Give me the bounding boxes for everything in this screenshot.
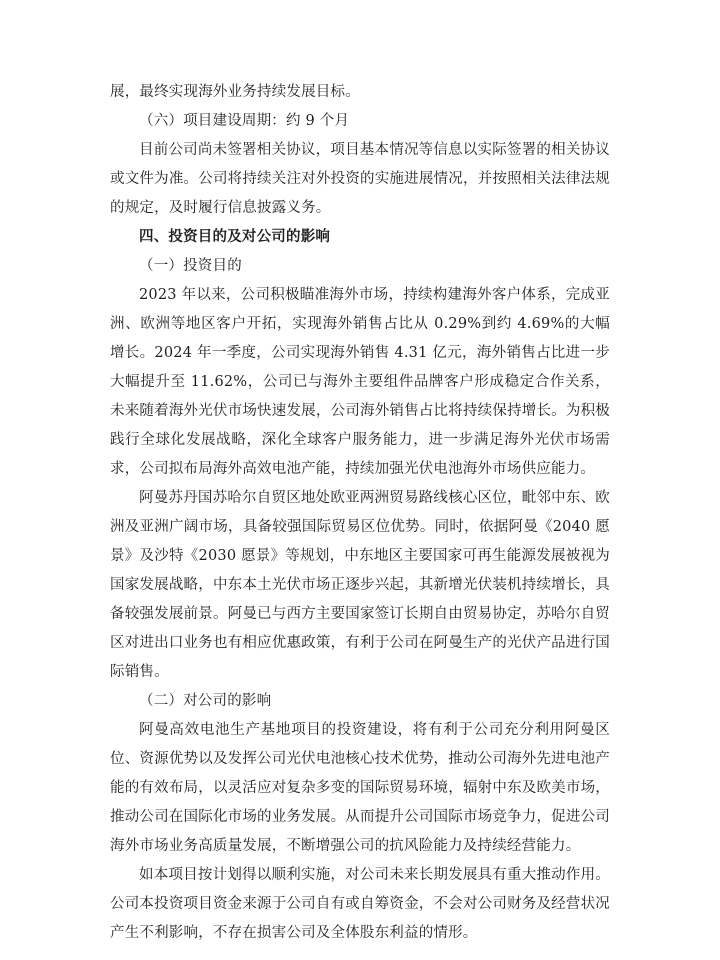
paragraph-continuation: 展，最终实现海外业务持续发展目标。 xyxy=(110,84,360,100)
paragraph-purpose-overseas-sales: 2023 年以来，公司积极瞄准海外市场，持续构建海外客户体系，完成亚洲、欧洲等地区客户开拓，实现海外销售占比从 0.29%到约 4.69%的大幅增长。2024 年一季度，公司实现海外销售 4.31 亿元，海外销售占比进一步大幅提升至 11.62%，公司已与海外主要组件品牌客户形成稳定合作关系，未来随着海外光伏市场快速发展，公司海外销售占比将持续保持增长。为积极践行全球化发展战略，深化全球客户服务能力，进一步满足海外光伏市场需求，公司拟布局海外高效电池产能，持续加强光伏电池海外市场供应能力。 xyxy=(110,287,610,477)
paragraph-purpose-oman-location: 阿曼苏丹国苏哈尔自贸区地处欧亚两洲贸易路线核心区位，毗邻中东、欧洲及亚洲广阔市场，具备较强国际贸易区位优势。同时，依据阿曼《2040 愿景》及沙特《2030 愿景》等规划，中东地区主要国家可再生能源发展被视为国家发展战略，中东本土光伏市场正逐步兴起，其新增光伏装机持续增长，具备较强发展前景。阿曼已与西方主要国家签订长期自由贸易协定，苏哈尔自贸区对进出口业务也有相应优惠政策，有利于公司在阿曼生产的光伏产品进行国际销售。 xyxy=(110,490,610,680)
subsection-title-impact: （二）对公司的影响 xyxy=(139,693,272,709)
paragraph-impact-base: 阿曼高效电池生产基地项目的投资建设，将有利于公司充分利用阿曼区位、资源优势以及发挥公司光伏电池核心技术优势，推动公司海外先进电池产能的有效布局，以灵活应对复杂多变的国际贸易环境，辐射中东及欧美市场，推动公司在国际化市场的业务发展。从而提升公司国际市场竞争力，促进公司海外市场业务高质量发展，不断增强公司的抗风险能力及持续经营能力。 xyxy=(110,722,610,854)
paragraph-impact-funding: 如本项目按计划得以顺利实施，对公司未来长期发展具有重大推动作用。公司本投资项目资金来源于公司自有或自筹资金，不会对公司财务及经营状况产生不利影响，不存在损害公司及全体股东利益的情形。 xyxy=(110,867,610,941)
construction-cycle-title: （六）项目建设周期：约 9 个月 xyxy=(139,113,350,129)
document-body xyxy=(110,78,610,948)
paragraph-agreement: 目前公司尚未签署相关协议，项目基本情况等信息以实际签署的相关协议或文件为准。公司将持续关注对外投资的实施进展情况，并按照相关法律法规的规定，及时履行信息披露义务。 xyxy=(110,142,610,216)
section-heading-investment-purpose: 四、投资目的及对公司的影响 xyxy=(139,229,331,245)
subsection-title-purpose: （一）投资目的 xyxy=(139,258,242,274)
